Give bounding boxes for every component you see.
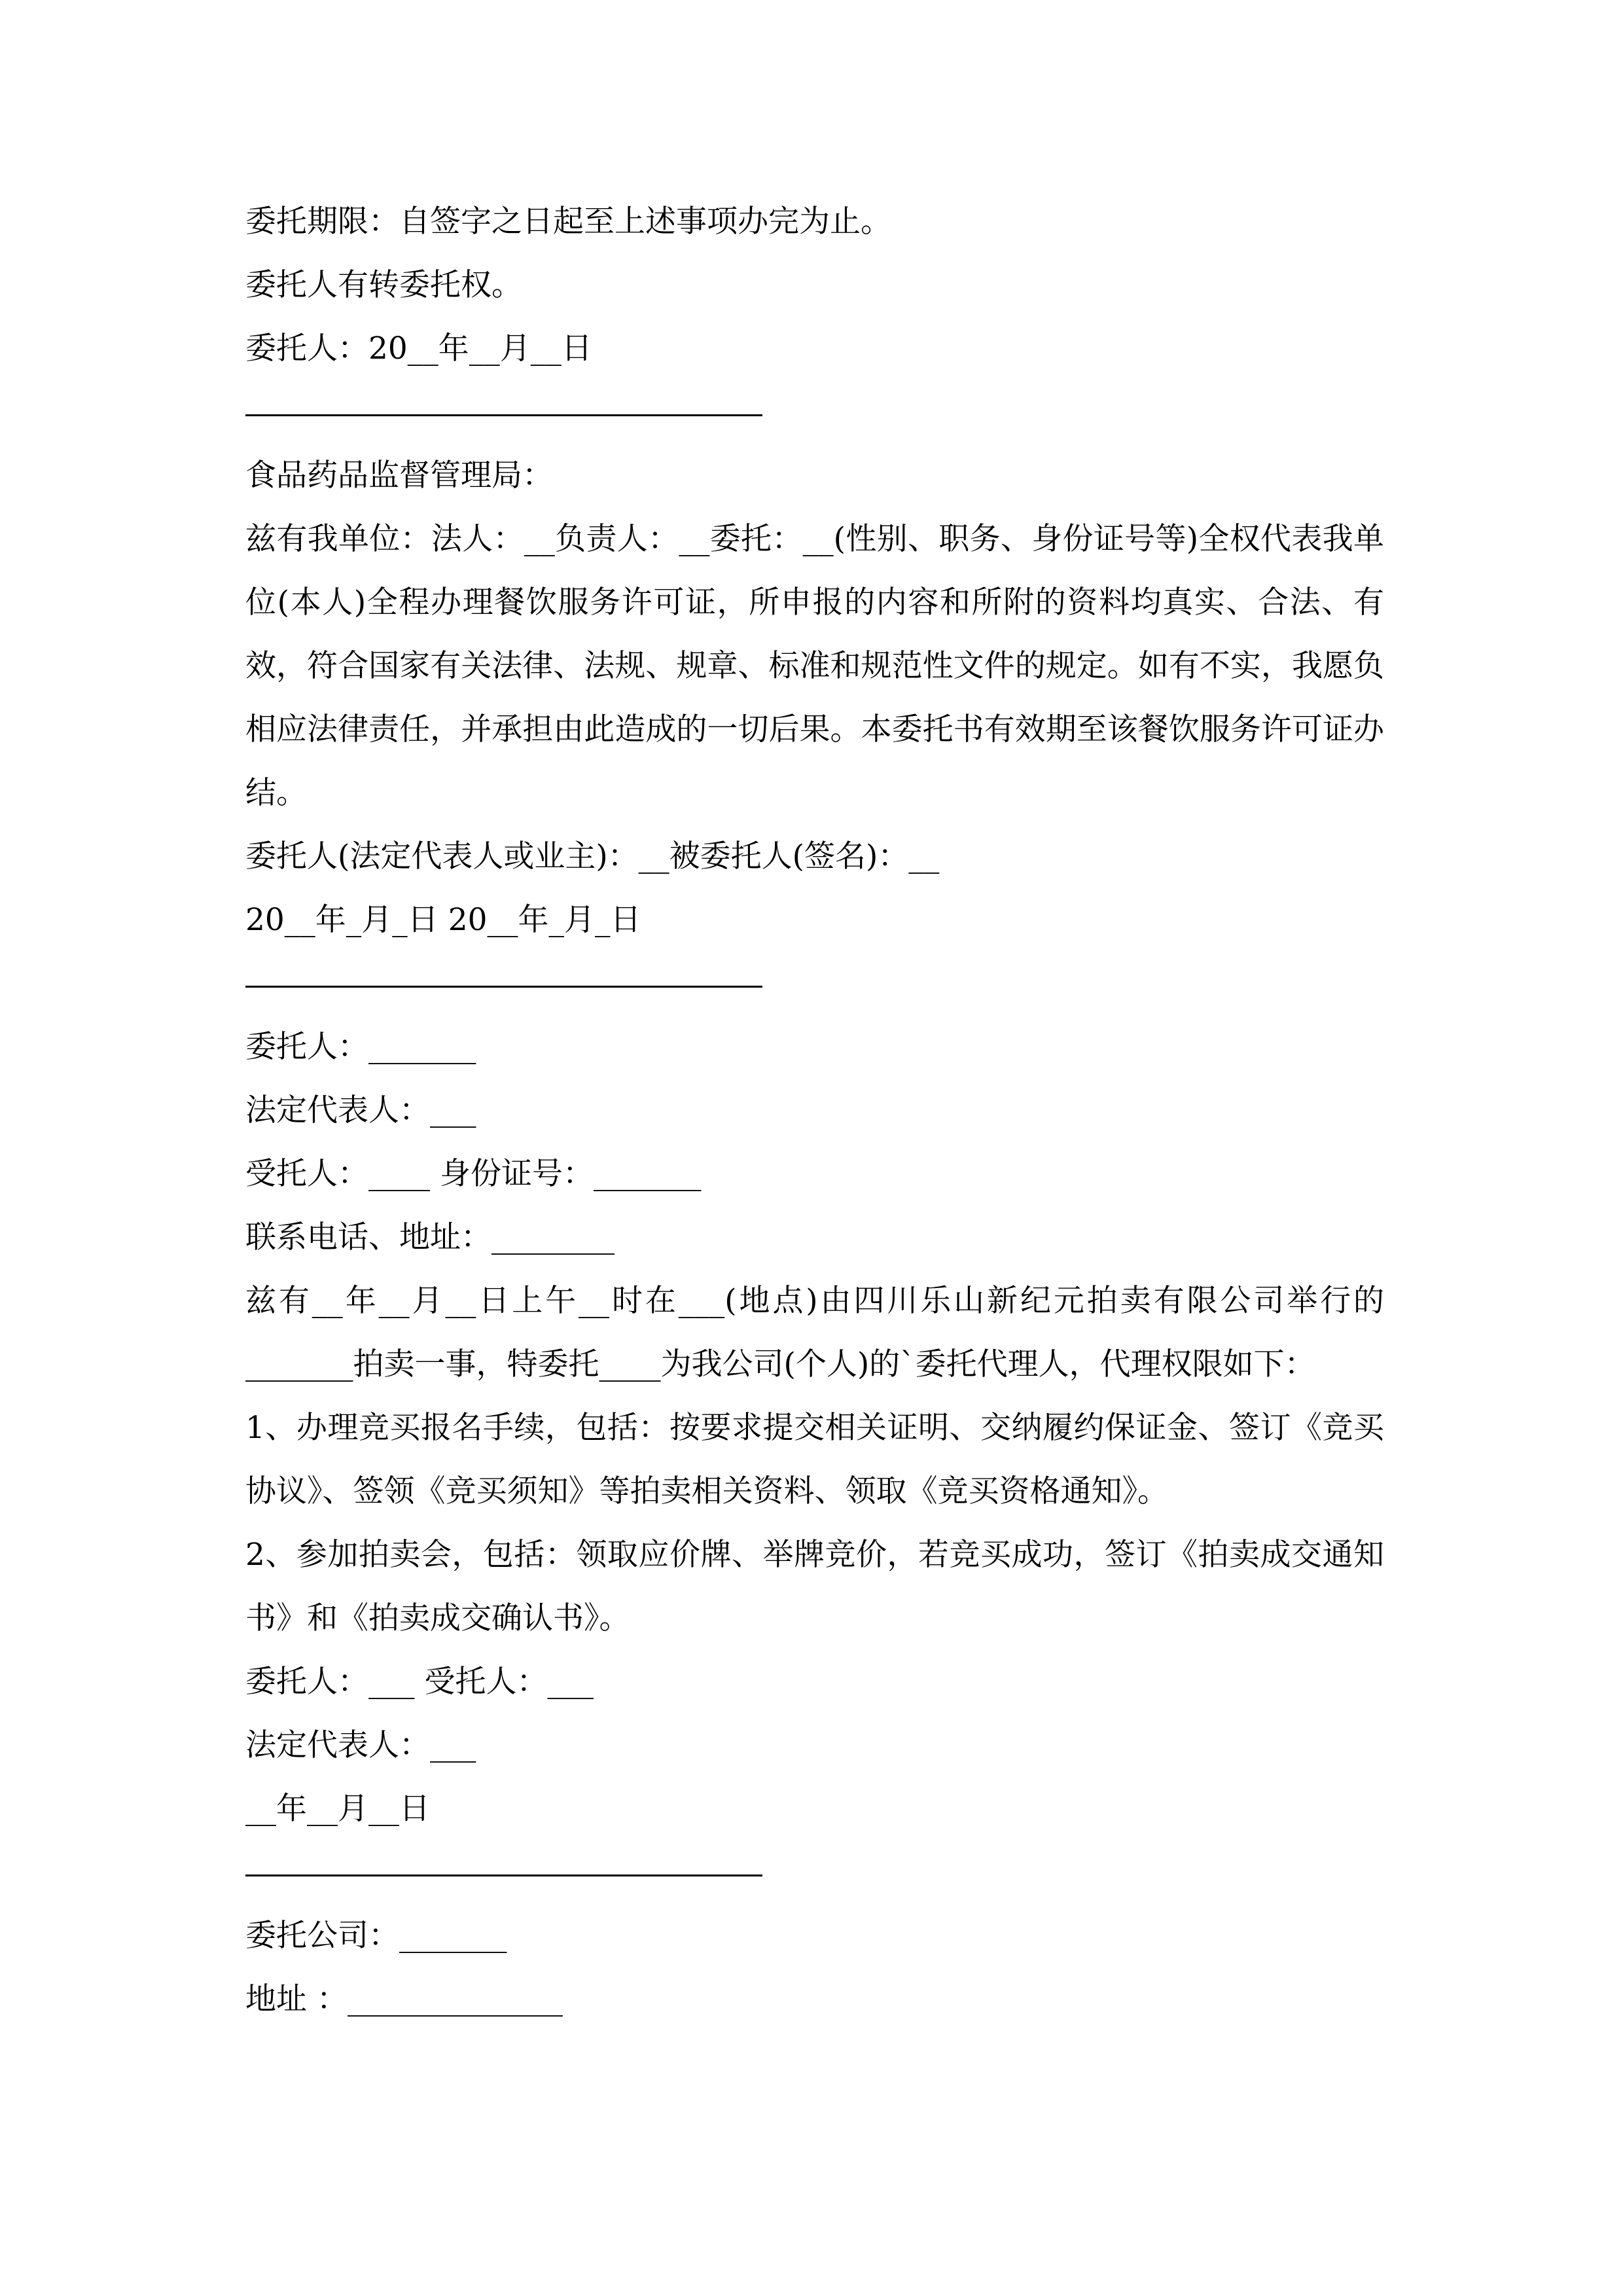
legal-rep-field: 法定代表人：___ xyxy=(245,1092,476,1128)
authorization-paragraph: 兹有我单位：法人：__负责人：__委托：__(性别、职务、身份证号等)全权代表我单位(本人)全程办理餐饮服务许可证，所申报的内容和所附的资料均真实、合法、有效，符合国家有关法律、法规、规章、标准和规范性文件的规定。如有不实，我愿负相应法律责任，并承担由此造成的一切后果。本委托书有效期至该餐饮服务许可证办结。 xyxy=(245,521,1384,811)
signers-line: 委托人(法定代表人或业主)：__被委托人(签名)：__ xyxy=(245,838,940,874)
principal-date-line: 委托人：20__年__月__日 xyxy=(245,331,592,367)
signers-line: 委托人：___ 受托人：___ xyxy=(245,1664,594,1700)
dates-line: 20__年_月_日 20__年_月_日 xyxy=(245,902,641,938)
principal-field: 委托人：_______ xyxy=(245,1029,476,1065)
section-divider xyxy=(245,986,762,988)
auction-paragraph: 兹有__年__月__日上午__时在___(地点)由四川乐山新纪元拍卖有限公司举行的_______拍卖一事，特委托____为我公司(个人)的`委托代理人，代理权限如下： xyxy=(245,1283,1384,1382)
addressee-heading: 食品药品监督管理局： xyxy=(245,457,553,493)
subdelegation-line: 委托人有转委托权。 xyxy=(245,267,522,303)
authority-item-2: 2、参加拍卖会，包括：领取应价牌、举牌竞价，若竞买成功，签订《拍卖成交通知书》和《拍卖成交确认书》。 xyxy=(245,1537,1384,1636)
term-line: 委托期限：自签字之日起至上述事项办完为止。 xyxy=(245,204,891,240)
address-field: 地址 ：______________ xyxy=(245,1981,563,2017)
company-field: 委托公司：_______ xyxy=(245,1918,507,1954)
legal-rep-sign-line: 法定代表人：___ xyxy=(245,1727,476,1763)
authority-item-1: 1、办理竞买报名手续，包括：按要求提交相关证明、交纳履约保证金、签订《竞买协议》、签领《竞买须知》等拍卖相关资料、领取《竞买资格通知》。 xyxy=(245,1410,1384,1509)
section-divider xyxy=(245,1874,762,1876)
contact-field: 联系电话、地址：________ xyxy=(245,1219,615,1255)
agent-id-field: 受托人：____ 身份证号：_______ xyxy=(245,1156,702,1192)
section-divider xyxy=(245,414,762,416)
date-line: __年__月__日 xyxy=(245,1791,430,1827)
document-content xyxy=(245,190,1384,2031)
